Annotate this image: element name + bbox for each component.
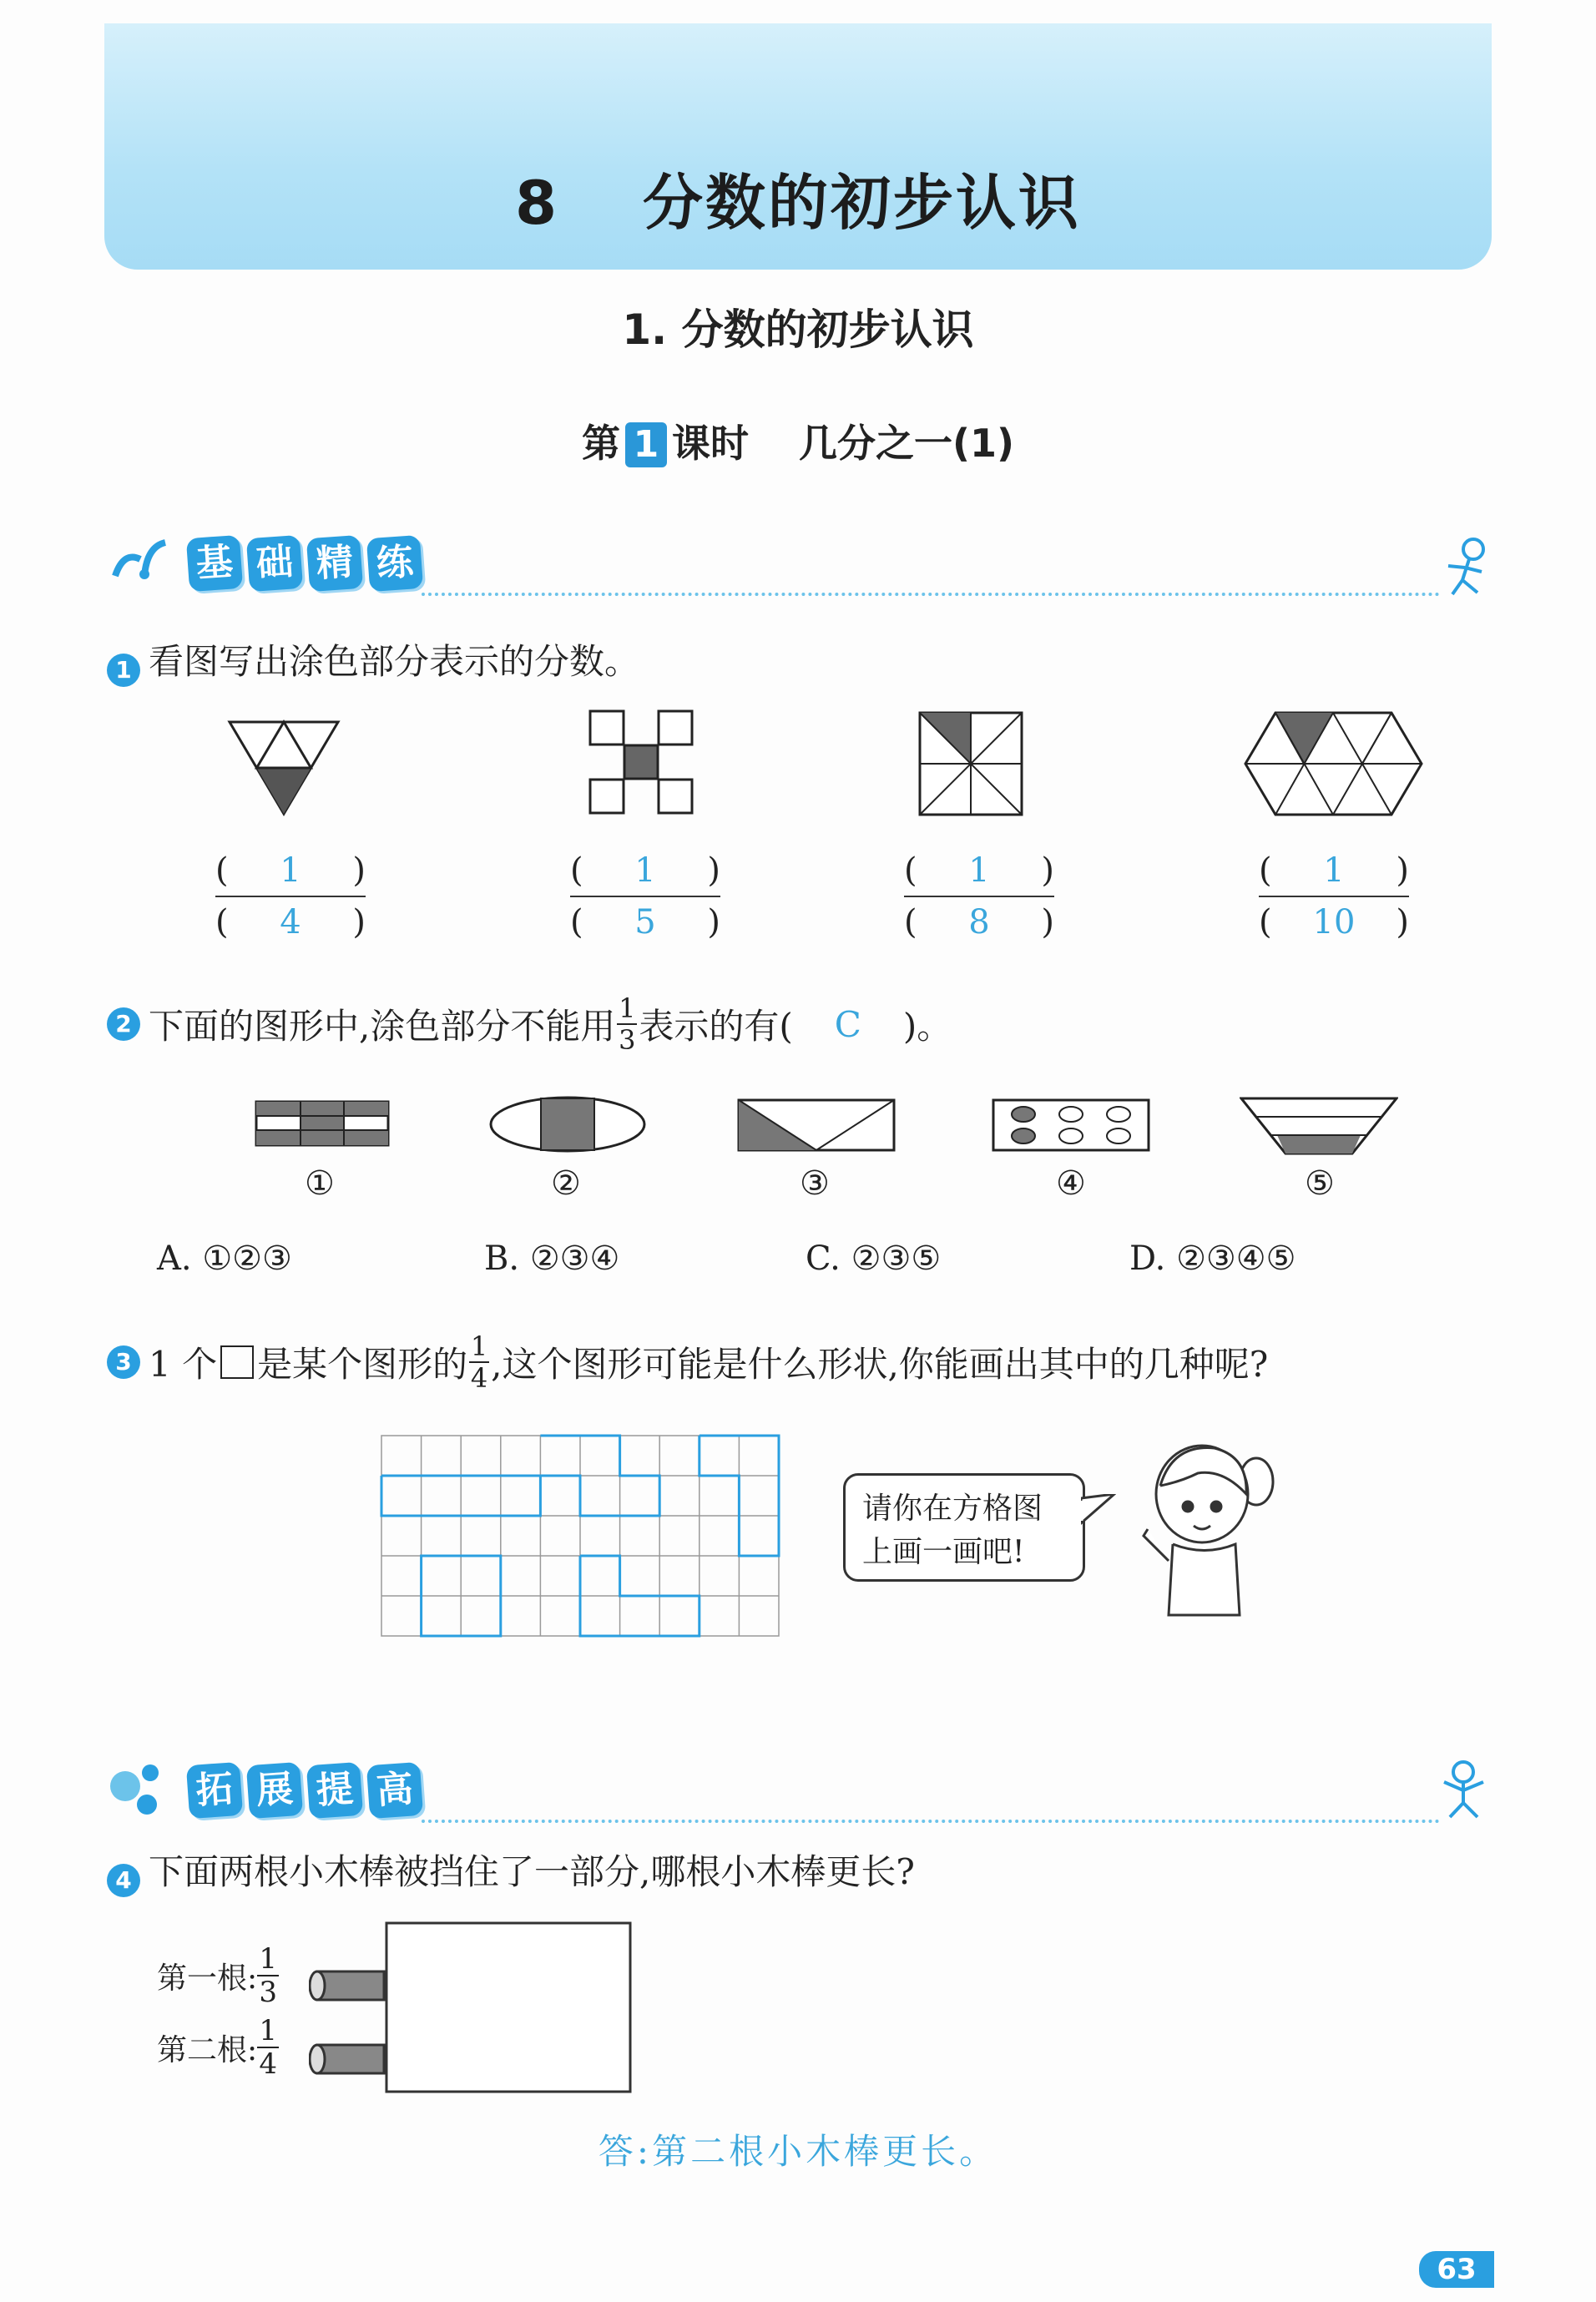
fraction: 1 4	[470, 1330, 488, 1394]
trapezoid-figure	[1240, 1097, 1398, 1155]
option-d: D. ②③④⑤	[1129, 1239, 1296, 1278]
triangle-figure	[225, 718, 342, 818]
divider	[422, 1820, 1440, 1823]
chapter-number: 8	[514, 168, 560, 238]
question-text: 表示的有(	[639, 1006, 793, 1047]
sprout-icon	[107, 534, 182, 588]
divider	[422, 593, 1440, 596]
kid-running-icon	[1436, 534, 1503, 604]
numerator: 1	[968, 851, 990, 890]
extend-tag	[188, 1761, 428, 1820]
fraction: 1 4	[257, 2015, 279, 2080]
question-number: 1	[107, 654, 140, 687]
fraction-answer: ( 1 ) ( 8 )	[904, 847, 1054, 946]
figure-label: ①	[305, 1164, 335, 1203]
figure-label: ③	[800, 1164, 830, 1203]
page-number: 63	[1419, 2251, 1494, 2288]
circles-grid-figure	[992, 1098, 1150, 1152]
question-text: 下面的图形中,涂色部分不能用	[149, 1006, 616, 1047]
tag-char: 展	[246, 1762, 303, 1819]
chapter-title	[0, 154, 1596, 241]
bubble-tail	[1081, 1494, 1116, 1527]
bubbles-icon	[107, 1761, 174, 1823]
figure-label: ④	[1056, 1164, 1086, 1203]
stick-2-label: 第二根: 1 4	[157, 2015, 279, 2080]
square-eighths-figure	[918, 711, 1023, 816]
tag-char: 练	[366, 535, 423, 592]
striped-rectangle-figure	[255, 1100, 390, 1147]
section-title: 1. 分数的初步认识	[622, 305, 974, 354]
fraction-answer: ( 1 ) ( 4 )	[215, 847, 366, 946]
lesson-number: 1	[625, 422, 667, 467]
small-square-icon	[220, 1345, 254, 1379]
cross-squares-figure	[588, 709, 697, 818]
rectangle-triangles-figure	[737, 1098, 896, 1152]
option-b: B. ②③④	[484, 1239, 620, 1278]
option-c: C. ②③⑤	[806, 1239, 942, 1278]
denominator: 4	[280, 903, 301, 941]
fraction-answer: ( 1 ) ( 5 )	[570, 847, 720, 946]
question-4	[107, 1845, 915, 1897]
question-number: 3	[107, 1345, 140, 1379]
fraction: 1 3	[257, 1943, 279, 2008]
stick-1-label: 第一根: 1 3	[157, 1943, 279, 2008]
chapter-name: 分数的初步认识	[643, 168, 1082, 238]
option-a: A. ①②③	[157, 1239, 292, 1278]
denominator: 5	[634, 903, 656, 941]
question-number: 2	[107, 1007, 140, 1041]
question-3: 3 1 个 是某个图形的 1 4 ,这个图形可能是什么形状,你能画出其中的几种呢?	[107, 1331, 1268, 1393]
q4-answer: 答:第二根小木棒更长。	[598, 2131, 998, 2172]
sticks-figure	[309, 1920, 634, 2095]
tag-char: 础	[246, 535, 303, 592]
numerator: 1	[1323, 851, 1345, 890]
tag-char: 提	[306, 1762, 363, 1819]
tag-char: 精	[306, 535, 363, 592]
denominator: 10	[1312, 903, 1356, 941]
hexagon-figure	[1244, 711, 1423, 816]
lesson-prefix: 第	[581, 421, 620, 466]
lesson-title	[0, 413, 1596, 468]
question-1	[107, 634, 639, 687]
lesson-subtitle: 几分之一(1)	[798, 421, 1015, 466]
question-number: 4	[107, 1864, 140, 1897]
denominator: 8	[968, 903, 990, 941]
question-text: 下面两根小木棒被挡住了一部分,哪根小木棒更长?	[149, 1851, 915, 1892]
fraction-answer: ( 1 ) ( 10 )	[1259, 847, 1409, 946]
basic-practice-tag	[188, 534, 428, 593]
fraction: 1 3	[619, 992, 636, 1056]
ellipse-figure	[488, 1095, 647, 1154]
question-2: 2 下面的图形中,涂色部分不能用 1 3 表示的有( C )。	[107, 993, 952, 1055]
tag-char: 基	[186, 535, 243, 592]
numerator: 1	[280, 851, 301, 890]
figure-label: ②	[551, 1164, 581, 1203]
numerator: 1	[634, 851, 656, 890]
answer-choice: C	[834, 1003, 861, 1045]
girl-illustration-icon	[1123, 1436, 1281, 1619]
kid-jumping-icon	[1432, 1757, 1498, 1827]
drawing-grid[interactable]	[380, 1434, 780, 1638]
tag-char: 拓	[186, 1762, 243, 1819]
lesson-suffix: 课时	[671, 421, 749, 466]
tag-char: 高	[366, 1762, 423, 1819]
speech-bubble: 请你在方格图 上画一画吧!	[843, 1473, 1085, 1582]
figure-label: ⑤	[1305, 1164, 1335, 1203]
question-text: 看图写出涂色部分表示的分数。	[149, 641, 640, 682]
